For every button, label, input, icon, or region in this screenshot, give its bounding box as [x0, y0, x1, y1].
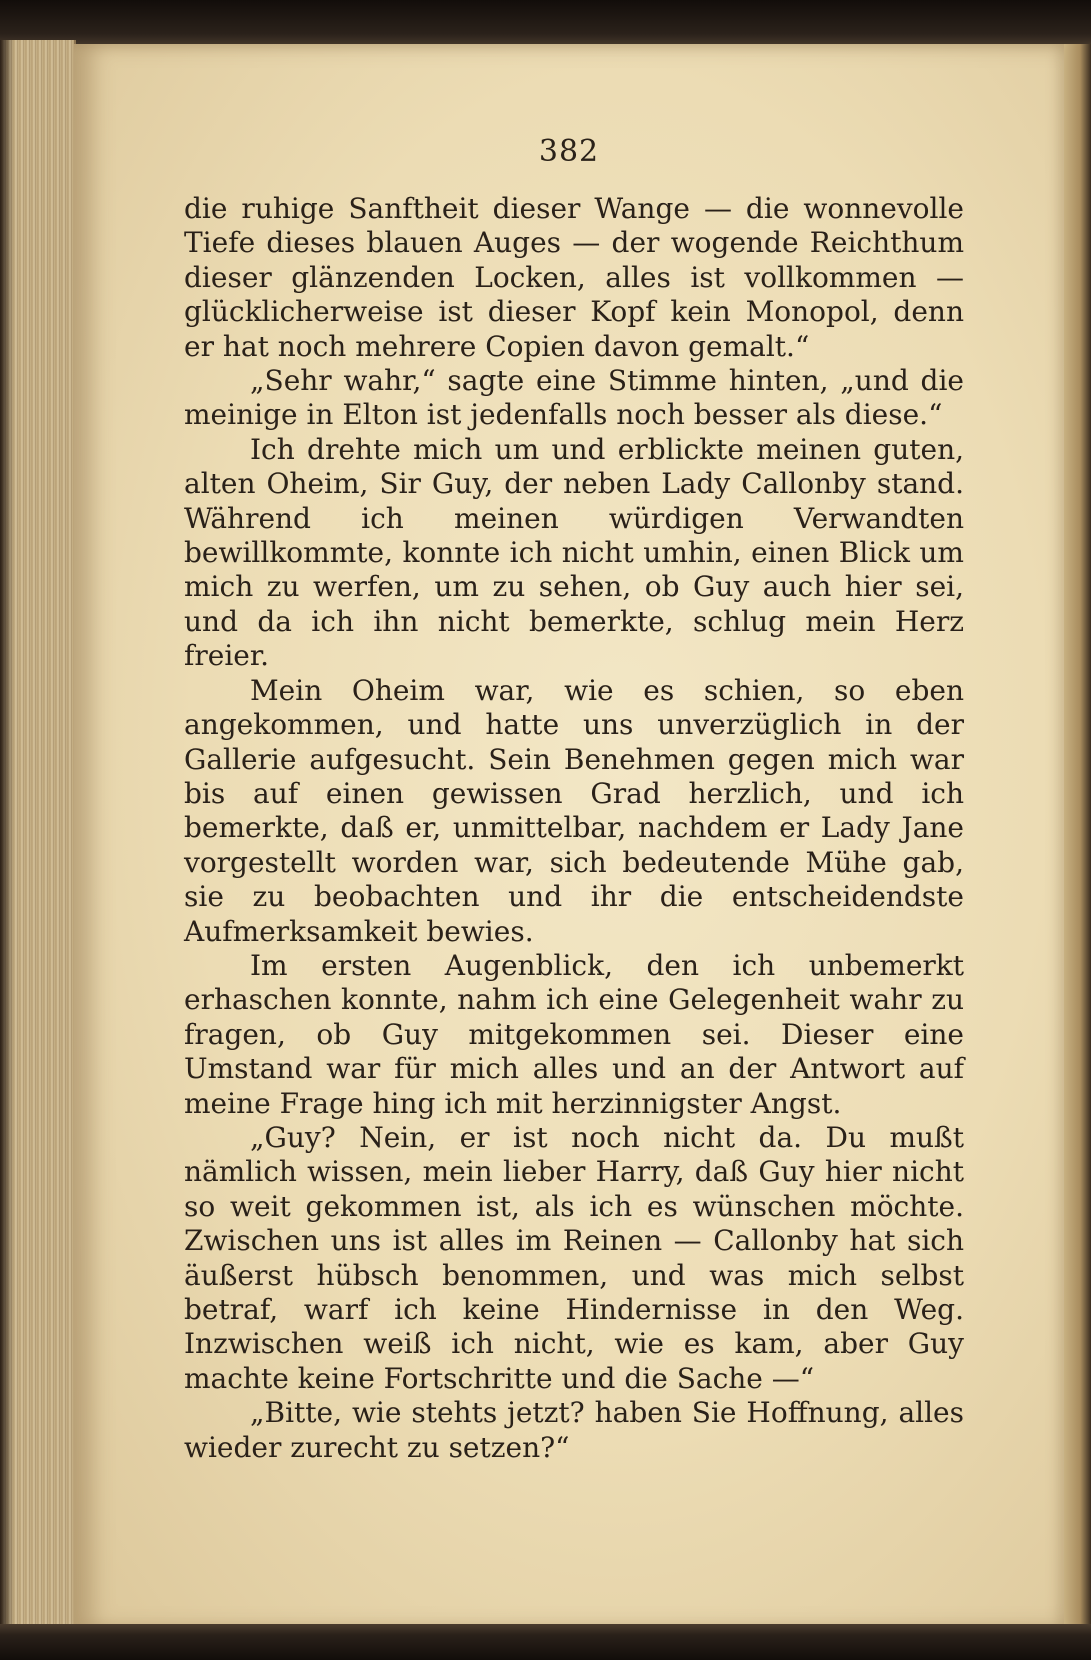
page-number: 382 [538, 134, 600, 169]
paragraph-6: „Guy? Nein, er ist noch nicht da. Du mußt nämlich wissen, mein lieber Harry, daß Guy hier nicht so weit gekommen ist, als ich es wünschen möchte. Zwischen uns ist alles im Reinen — Callonby hat sich äußerst hübsch benommen, und was mich selbst betraf, warf ich keine Hindernisse in den Weg. Inzwischen weiß ich nicht, wie es kam, aber Guy machte keine Fortschritte und die Sache —“ [184, 1120, 964, 1395]
scan-bottom-border [0, 1624, 1091, 1660]
paragraph-3: Ich drehte mich um und erblickte meinen guten, alten Oheim, Sir Guy, der neben Lady Callonby stand. Während ich meinen würdigen Verwandten bewillkommte, konnte ich nicht umhin, einen Blick um mich zu werfen, um zu sehen, ob Guy auch hier sei, und da ich ihn nicht bemerkte, schlug mein Herz freier. [184, 432, 964, 673]
book-page-edges [0, 40, 76, 1630]
paragraph-5: Im ersten Augenblick, den ich unbemerkt erhaschen konnte, nahm ich eine Gelegenheit wahr zu fragen, ob Guy mitgekommen sei. Dieser eine Umstand war für mich alles und an der Antwort auf meine Frage hing ich mit herzinnigster Angst. [184, 948, 964, 1120]
book-right-edge [1064, 44, 1091, 1630]
page-text [184, 192, 964, 1465]
scan-top-border [0, 0, 1091, 48]
paragraph-1: die ruhige Sanftheit dieser Wange — die wonnevolle Tiefe dieses blauen Auges — der wogende Reichthum dieser glänzenden Locken, alles ist vollkommen — glücklicherweise ist dieser Kopf kein Monopol, denn er hat noch mehrere Copien davon gemalt.“ [184, 192, 964, 363]
paragraph-2: „Sehr wahr,“ sagte eine Stimme hinten, „und die meinige in Elton ist jedenfalls noch besser als diese.“ [184, 364, 964, 432]
book-page [74, 44, 1064, 1630]
paragraph-4: Mein Oheim war, wie es schien, so eben angekommen, und hatte uns unverzüglich in der Gallerie aufgesucht. Sein Benehmen gegen mich war bis auf einen gewissen Grad herzlich, und ich bemerkte, daß er, unmittelbar, nachdem er Lady Jane vorgestellt worden war, sich bedeutende Mühe gab, sie zu beobachten und ihr die entscheidendste Aufmerksamkeit bewies. [184, 673, 964, 948]
paragraph-7: „Bitte, wie stehts jetzt? haben Sie Hoffnung, alles wieder zurecht zu setzen?“ [184, 1396, 964, 1464]
